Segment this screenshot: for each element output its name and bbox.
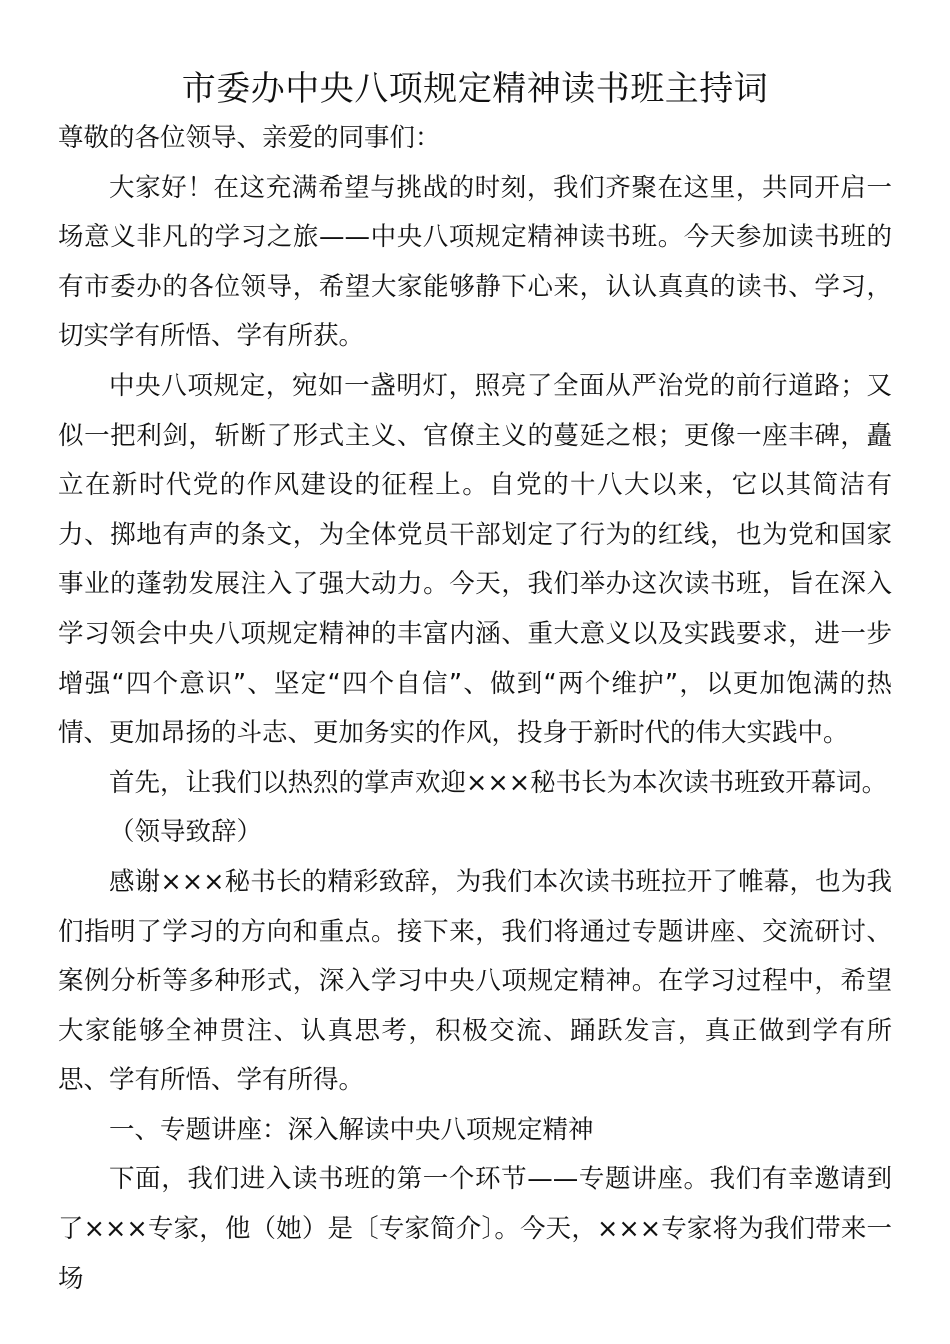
paragraph-thanks: 感谢×××秘书长的精彩致辞，为我们本次读书班拉开了帷幕，也为我们指明了学习的方向和重点。接下来，我们将通过专题讲座、交流研讨、案例分析等多种形式，深入学习中央八项规定精神。在学习过程中，希望大家能够全神贯注、认真思考，积极交流、踊跃发言，真正做到学有所思、学有所悟、学有所得。 xyxy=(58,866,892,1096)
paragraph-eight-rules-intro: 中央八项规定，宛如一盏明灯，照亮了全面从严治党的前行道路；又似一把利剑，斩断了形式主义、官僚主义的蔓延之根；更像一座丰碑，矗立在新时代党的作风建设的征程上。自党的十八大以来，它以其简洁有力、掷地有声的条文，为全体党员干部划定了行为的红线，也为党和国家事业的蓬勃发展注入了强大动力。今天，我们举办这次读书班，旨在深入学习领会中央八项规定精神的丰富内涵、重大意义以及实践要求，进一步增强“四个意识”、坚定“四个自信”、做到“两个维护”，以更加饱满的热情、更加昂扬的斗志、更加务实的作风，投身于新时代的伟大实践中。 xyxy=(58,370,892,749)
section-heading-lecture: 一、专题讲座：深入解读中央八项规定精神 xyxy=(109,1114,594,1145)
salutation: 尊敬的各位领导、亲爱的同事们： xyxy=(58,123,441,153)
document-title: 市委办中央八项规定精神读书班主持词 xyxy=(181,69,769,109)
paragraph-greeting: 大家好！在这充满希望与挑战的时刻，我们齐聚在这里，共同开启一场意义非凡的学习之旅——中央八项规定精神读书班。今天参加读书班的有市委办的各位领导，希望大家能够静下心来，认认真真的读书、学习，切实学有所悟、学有所获。 xyxy=(58,172,892,352)
paragraph-welcome-secretary: 首先，让我们以热烈的掌声欢迎×××秘书长为本次读书班致开幕词。 xyxy=(109,767,888,798)
paragraph-leader-speech-note: （领导致辞） xyxy=(109,817,263,848)
paragraph-lecture-intro: 下面，我们进入读书班的第一个环节——专题讲座。我们有幸邀请到了×××专家，他（她）是〔专家简介〕。今天，×××专家将为我们带来一场 xyxy=(58,1164,892,1294)
